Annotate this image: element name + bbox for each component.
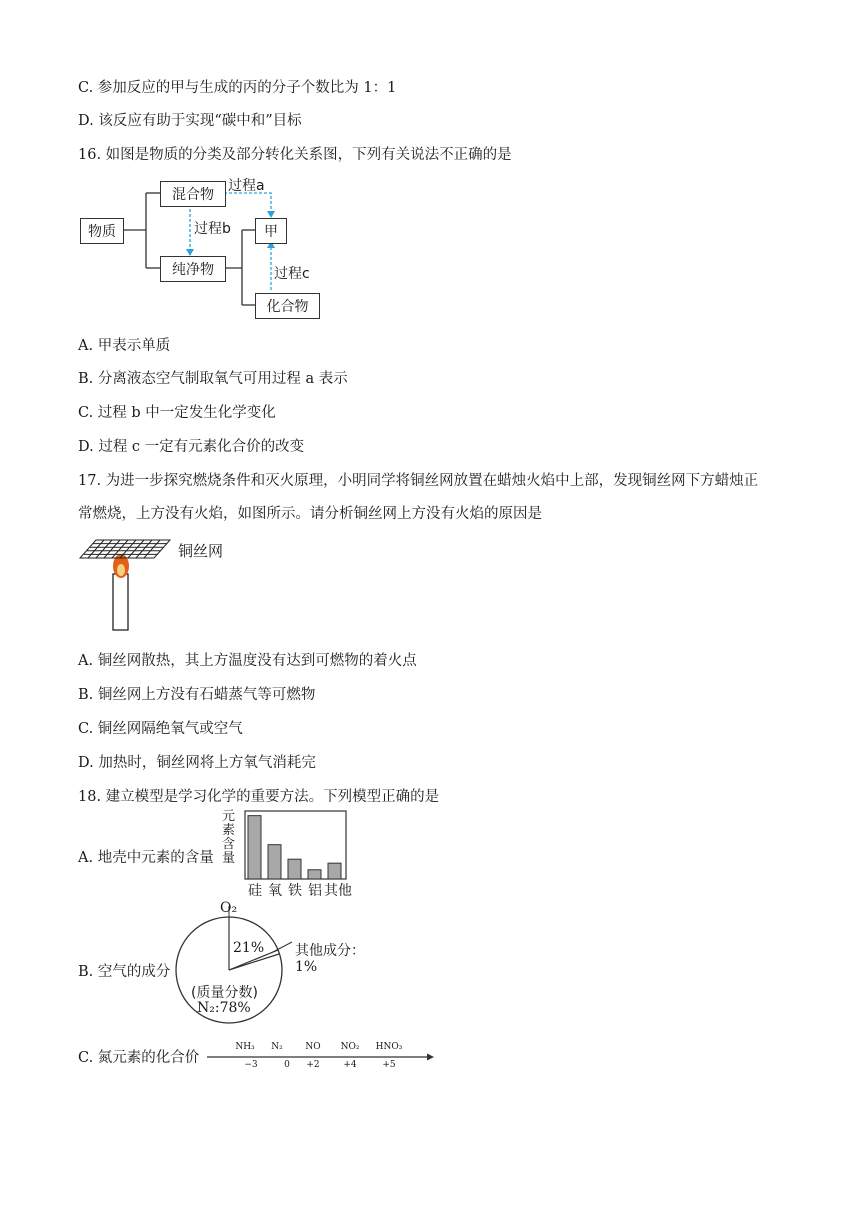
process-a-label: 过程a [228,178,265,194]
matter-box: 物质 [80,218,124,244]
pie-n2-label: N₂:78% [197,1000,251,1016]
q18-option-a: A. 地壳中元素的含量 [78,850,214,866]
bar-0 [248,816,261,879]
q18-option-b: B. 空气的成分 [78,964,171,980]
pure-substance-box: 纯净物 [160,256,226,282]
q17-stem-line1: 17. 为进一步探究燃烧条件和灭火原理，小明同学将铜丝网放置在蜡烛火焰中上部，发现铜丝网下方蜡烛正 [78,473,759,489]
pie-o2-value: 21% [233,940,265,956]
bar-category-label: 其他 [324,883,352,899]
valence-species-row [205,1042,435,1054]
mixture-box: 混合物 [160,181,226,207]
bar-category-label: 铝 [308,883,322,899]
q17-stem-line2: 常燃烧，上方没有火焰，如图所示。请分析铜丝网上方没有火焰的原因是 [78,506,542,522]
bar-4 [328,863,341,879]
bar-1 [268,845,281,879]
copper-mesh-candle-illustration [74,534,254,634]
classification-diagram [0,0,860,330]
q17-option-c: C. 铜丝网隔绝氧气或空气 [78,721,243,737]
chart-a-categories [245,880,355,898]
bar-category-label: 氧 [268,883,282,899]
valence-value-label: +4 [343,1060,357,1070]
bar-3 [308,870,321,879]
candle-figure [74,534,254,634]
q15-option-c: C. 参加反应的甲与生成的丙的分子个数比为 1：1 [78,80,397,96]
pie-other-label: 其他成分： [295,943,365,959]
crust-element-chart [220,808,360,900]
bar-2 [288,859,301,879]
q18-option-c: C. 氮元素的化合价 [78,1050,200,1066]
chart-a-ylabel: 元素含量 [222,809,236,866]
q16-option-b: B. 分离液态空气制取氧气可用过程 a 表示 [78,371,348,387]
jia-box: 甲 [255,218,287,244]
pie-o2-label: O₂ [220,900,238,916]
q15-option-d: D. 该反应有助于实现“碳中和”目标 [78,113,302,129]
valence-species-label: HNO₃ [375,1042,403,1052]
valence-species-label: NO₂ [340,1042,360,1052]
q18-stem: 18. 建立模型是学习化学的重要方法。下列模型正确的是 [78,789,440,805]
valence-value-label: +5 [382,1060,396,1070]
bar-category-label: 硅 [248,883,262,899]
q16-option-c: C. 过程 b 中一定发生化学变化 [78,405,276,421]
valence-values-row [205,1060,435,1072]
valence-value-label: +2 [306,1060,320,1070]
q16-stem: 16. 如图是物质的分类及部分转化关系图，下列有关说法不正确的是 [78,147,512,163]
compound-box: 化合物 [255,293,320,319]
q17-option-b: B. 铜丝网上方没有石蜡蒸气等可燃物 [78,687,316,703]
valence-species-label: N₂ [271,1042,283,1052]
process-c-label: 过程c [274,266,310,282]
pie-other-value: 1% [295,959,318,975]
q17-option-d: D. 加热时，铜丝网将上方氧气消耗完 [78,755,316,771]
nitrogen-valence-axis [205,1040,435,1074]
pie-mass-note: (质量分数) [191,985,258,1001]
q17-option-a: A. 铜丝网散热，其上方温度没有达到可燃物的着火点 [78,653,417,669]
copper-mesh-label: 铜丝网 [178,542,224,560]
q16-option-d: D. 过程 c 一定有元素化合价的改变 [78,439,305,455]
process-b-label: 过程b [194,221,231,237]
bar-category-label: 铁 [288,883,302,899]
diagram-connectors [0,0,860,330]
valence-species-label: NO [305,1042,321,1052]
q16-option-a: A. 甲表示单质 [78,338,171,354]
air-composition-pie [175,898,375,1028]
valence-value-label: 0 [284,1060,290,1070]
valence-value-label: −3 [244,1060,258,1070]
valence-species-label: NH₃ [235,1042,255,1052]
